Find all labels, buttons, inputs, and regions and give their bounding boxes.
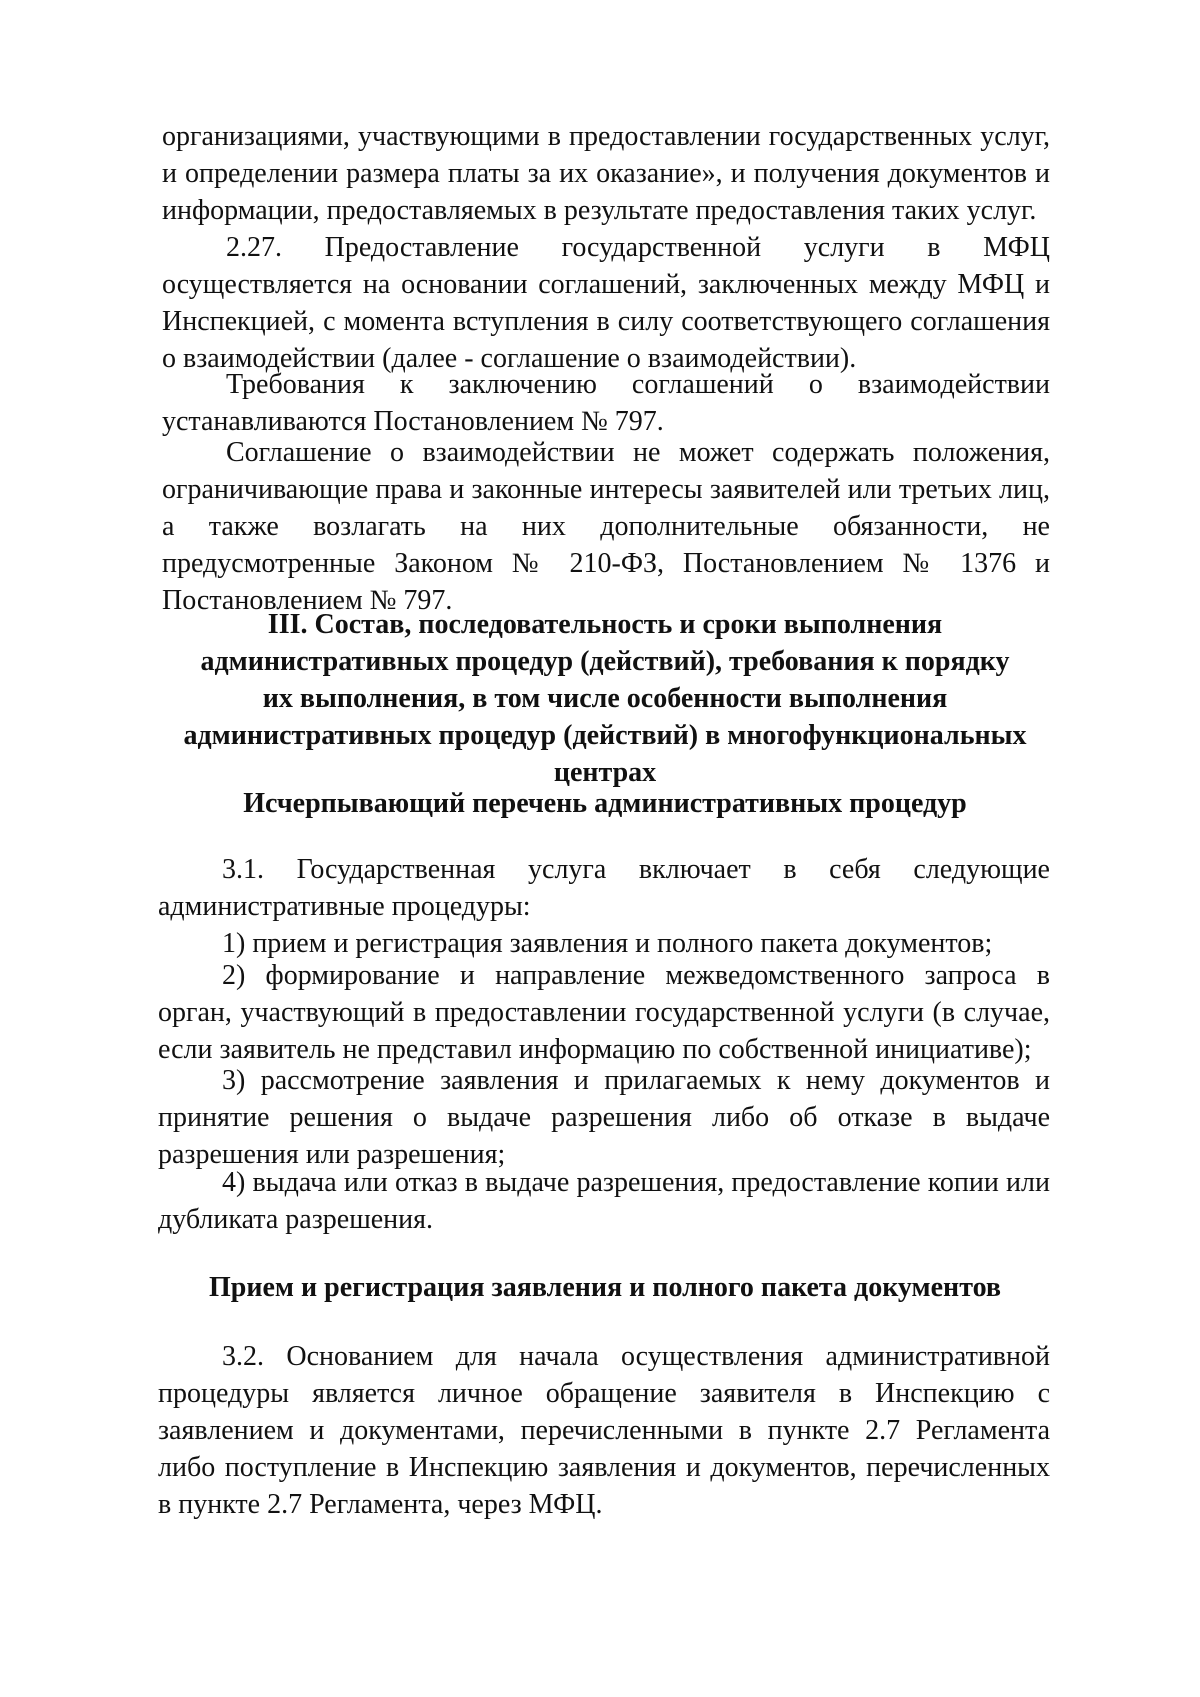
- list-item: 1) прием и регистрация заявления и полного пакета документов;: [222, 928, 993, 959]
- paragraph-agreement: Соглашение о взаимодействии не может содержать положения, ограничивающие права и законные интересы заявителей или третьих лиц, а также возлагать на них дополнительные обязанности, не предусмотренные Законом № 210-ФЗ, Постановлением № 1376 и Постановлением № 797.: [162, 437, 1050, 616]
- paragraph-3-2: 3.2. Основанием для начала осуществления административной процедуры является личное обращение заявителя в Инспекцию с заявлением и документами, перечисленными в пункте 2.7 Регламента либо поступление в Инспекцию заявления и документов, перечисленных в пункте 2.7 Регламента, через МФЦ.: [158, 1341, 1050, 1520]
- subheading-procedures-list: Исчерпывающий перечень административных процедур: [243, 788, 967, 819]
- subheading-reception: Прием и регистрация заявления и полного пакета документов: [209, 1272, 1001, 1303]
- paragraph-3-1: 3.1. Государственная услуга включает в себя следующие административные процедуры:: [158, 854, 1050, 922]
- list-item: 4) выдача или отказ в выдаче разрешения, предоставление копии или дубликата разрешения.: [158, 1167, 1050, 1235]
- section-3-title-line: административных процедур (действий) в многофункциональных центрах: [183, 720, 1027, 788]
- paragraph-requirements: Требования к заключению соглашений о взаимодействии устанавливаются Постановлением № 797.: [162, 369, 1050, 437]
- section-3-title-line: административных процедур (действий), требования к порядку: [200, 646, 1010, 677]
- paragraph-continuation: организациями, участвующими в предоставлении государственных услуг, и определении размера платы за их оказание», и получения документов и информации, предоставляемых в результате предоставления таких услуг.: [162, 121, 1050, 226]
- section-3-title-line: III. Состав, последовательность и сроки выполнения: [267, 609, 943, 640]
- list-item: 2) формирование и направление межведомственного запроса в орган, участвующий в предоставлении государственной услуги (в случае, если заявитель не представил информацию по собственной инициативе);: [158, 960, 1050, 1065]
- section-3-title-line: их выполнения, в том числе особенности выполнения: [262, 683, 948, 714]
- section-3-title: [150, 606, 1060, 791]
- paragraph-2-27: 2.27. Предоставление государственной услуги в МФЦ осуществляется на основании соглашений, заключенных между МФЦ и Инспекцией, с момента вступления в силу соответствующего соглашения о взаимодействии (далее - соглашение о взаимодействии).: [162, 232, 1050, 374]
- list-item: 3) рассмотрение заявления и прилагаемых к нему документов и принятие решения о выдаче разрешения либо об отказе в выдаче разрешения или разрешения;: [158, 1065, 1050, 1170]
